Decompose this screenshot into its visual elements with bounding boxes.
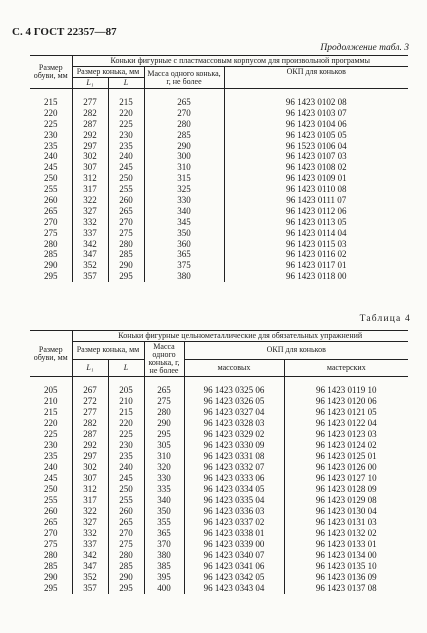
spacer-row <box>30 377 408 386</box>
table-cell: 290 <box>144 418 184 429</box>
table-row <box>30 97 408 108</box>
table-row <box>30 550 408 561</box>
table-cell: 96 1423 0119 10 <box>284 385 408 396</box>
table-cell: 255 <box>44 495 58 505</box>
table-cell: 205 <box>108 385 144 396</box>
table-cell: 96 1423 0107 03 <box>224 151 408 162</box>
okp-header: ОКП для коньков <box>224 67 408 89</box>
okp-header: ОКП для коньков <box>184 342 408 360</box>
table-cell: 385 <box>144 561 184 572</box>
table-cell: 96 1423 0108 02 <box>224 162 408 173</box>
group-header: Коньки фигурные цельнометаллические для обязательных упражнений <box>72 331 408 342</box>
table-row <box>30 451 408 462</box>
l-header: L <box>108 78 144 89</box>
table-cell: 400 <box>144 583 184 594</box>
table-cell: 300 <box>144 151 224 162</box>
table-cell: 320 <box>144 462 184 473</box>
table-row <box>30 506 408 517</box>
table-cell: 96 1423 0326 05 <box>184 396 284 407</box>
table-cell: 270 <box>144 108 224 119</box>
table-cell: 245 <box>44 162 58 173</box>
table-cell: 230 <box>108 440 144 451</box>
table-cell: 96 1523 0106 04 <box>224 141 408 152</box>
table-row <box>30 141 408 152</box>
table-cell: 332 <box>72 217 108 228</box>
table-cell: 255 <box>108 184 144 195</box>
table-cell: 265 <box>108 206 144 217</box>
table-cell: 332 <box>72 528 108 539</box>
table-cell: 370 <box>144 539 184 550</box>
table-cell: 96 1423 0126 00 <box>284 462 408 473</box>
table-cell: 307 <box>72 473 108 484</box>
table-cell: 96 1423 0127 10 <box>284 473 408 484</box>
table-cell: 235 <box>108 451 144 462</box>
table-cell: 225 <box>108 119 144 130</box>
l1-header: L₁ <box>72 359 108 377</box>
table-cell: 96 1423 0128 09 <box>284 484 408 495</box>
table-cell: 230 <box>44 129 58 140</box>
table-row <box>30 239 408 250</box>
table-row <box>30 151 408 162</box>
table-row <box>30 260 408 271</box>
group-header: Коньки фигурные с пластмассовым корпусом для произвольной программы <box>72 56 408 67</box>
table-cell: 96 1423 0122 04 <box>284 418 408 429</box>
table-cell: 240 <box>108 151 144 162</box>
spacer-row <box>30 89 408 98</box>
table-row <box>30 217 408 228</box>
col-size-header: Размер обуви, мм <box>30 331 72 377</box>
table-cell: 225 <box>44 118 58 129</box>
table-cell: 265 <box>144 385 184 396</box>
table-cell: 280 <box>44 238 58 249</box>
table-cell: 327 <box>72 517 108 528</box>
table-cell: 96 1423 0328 03 <box>184 418 284 429</box>
table-cell: 245 <box>108 473 144 484</box>
table-cell: 96 1423 0338 01 <box>184 528 284 539</box>
table-cell: 290 <box>44 260 58 271</box>
table-cell: 230 <box>108 130 144 141</box>
table-cell: 337 <box>72 228 108 239</box>
table-cell: 205 <box>44 385 58 395</box>
table-cell: 280 <box>108 239 144 250</box>
table-cell: 96 1423 0105 05 <box>224 130 408 141</box>
master-header: мастерских <box>284 359 408 377</box>
table-row <box>30 396 408 407</box>
skate-size-header: Размер конька, мм <box>72 342 144 360</box>
table-row <box>30 517 408 528</box>
table-cell: 297 <box>72 141 108 152</box>
table-cell: 307 <box>72 162 108 173</box>
table-cell: 250 <box>108 484 144 495</box>
table-cell: 255 <box>108 495 144 506</box>
table-row <box>30 561 408 572</box>
table-cell: 235 <box>44 451 58 461</box>
table-cell: 225 <box>44 429 58 439</box>
table-cell: 290 <box>108 572 144 583</box>
table-cell: 96 1423 0135 10 <box>284 561 408 572</box>
table-cell: 96 1423 0104 06 <box>224 119 408 130</box>
table-cell: 312 <box>72 173 108 184</box>
table-cell: 96 1423 0343 04 <box>184 583 284 594</box>
table-cell: 287 <box>72 429 108 440</box>
table-cell: 365 <box>144 528 184 539</box>
table-cell: 96 1423 0325 06 <box>184 385 284 396</box>
table-cell: 96 1423 0109 01 <box>224 173 408 184</box>
table-cell: 285 <box>108 249 144 260</box>
table-cell: 345 <box>144 217 224 228</box>
table-cell: 275 <box>44 539 58 549</box>
table-cell: 295 <box>108 583 144 594</box>
table-cell: 96 1423 0137 08 <box>284 583 408 594</box>
table-cell: 280 <box>144 119 224 130</box>
table-cell: 280 <box>44 550 58 560</box>
table-cell: 270 <box>44 528 58 538</box>
table-cell: 325 <box>144 184 224 195</box>
table-cell: 295 <box>44 583 58 593</box>
table-cell: 96 1423 0103 07 <box>224 108 408 119</box>
table-cell: 275 <box>144 396 184 407</box>
table-cell: 96 1423 0115 03 <box>224 239 408 250</box>
continuation-label: Продолжение табл. 3 <box>320 43 409 53</box>
table-row <box>30 195 408 206</box>
table-cell: 96 1423 0117 01 <box>224 260 408 271</box>
table-cell: 96 1423 0102 08 <box>224 97 408 108</box>
table-cell: 285 <box>108 561 144 572</box>
table-cell: 250 <box>44 484 58 494</box>
table-cell: 380 <box>144 550 184 561</box>
table-cell: 272 <box>72 396 108 407</box>
table-row <box>30 184 408 195</box>
table-row <box>30 119 408 130</box>
table-cell: 357 <box>72 271 108 282</box>
table-cell: 292 <box>72 440 108 451</box>
table-cell: 352 <box>72 260 108 271</box>
spacer-cell <box>30 377 72 386</box>
skate-size-header: Размер конька, мм <box>72 67 144 78</box>
table-cell: 327 <box>72 206 108 217</box>
spacer-cell <box>144 377 184 386</box>
table-cell: 267 <box>72 385 108 396</box>
table-cell: 310 <box>144 451 184 462</box>
table-cell: 96 1423 0118 00 <box>224 271 408 282</box>
table-row <box>30 539 408 550</box>
table-cell: 380 <box>144 271 224 282</box>
table-cell: 322 <box>72 195 108 206</box>
table-cell: 215 <box>44 407 58 417</box>
table-cell: 277 <box>72 407 108 418</box>
spacer-cell <box>72 89 108 98</box>
table-cell: 330 <box>144 195 224 206</box>
table-cell: 220 <box>44 107 58 118</box>
table-4-body <box>30 377 408 595</box>
table-cell: 96 1423 0132 02 <box>284 528 408 539</box>
table-cell: 96 1423 0110 08 <box>224 184 408 195</box>
table-cell: 275 <box>108 228 144 239</box>
table-cell: 96 1423 0116 02 <box>224 249 408 260</box>
table-cell: 330 <box>144 473 184 484</box>
table-row <box>30 407 408 418</box>
table-cell: 310 <box>144 162 224 173</box>
table-row <box>30 130 408 141</box>
table-row <box>30 583 408 594</box>
spacer-cell <box>30 89 72 98</box>
table-cell: 282 <box>72 418 108 429</box>
table-cell: 96 1423 0129 08 <box>284 495 408 506</box>
table-cell: 96 1423 0125 01 <box>284 451 408 462</box>
table-row <box>30 418 408 429</box>
table-cell: 96 1423 0133 01 <box>284 539 408 550</box>
table-row <box>30 206 408 217</box>
table-cell: 337 <box>72 539 108 550</box>
table-row <box>30 572 408 583</box>
table-cell: 342 <box>72 239 108 250</box>
table-cell: 96 1423 0337 02 <box>184 517 284 528</box>
table-row <box>30 528 408 539</box>
table-cell: 275 <box>108 539 144 550</box>
table-cell: 210 <box>44 396 58 406</box>
table-cell: 240 <box>44 151 58 162</box>
table-cell: 96 1423 0332 07 <box>184 462 284 473</box>
spacer-cell <box>284 377 408 386</box>
table-cell: 297 <box>72 451 108 462</box>
table-row <box>30 440 408 451</box>
table-cell: 260 <box>108 195 144 206</box>
table-cell: 96 1423 0340 07 <box>184 550 284 561</box>
table-cell: 340 <box>144 206 224 217</box>
table-cell: 342 <box>72 550 108 561</box>
table-row <box>30 228 408 239</box>
table-cell: 96 1423 0339 00 <box>184 539 284 550</box>
table-cell: 230 <box>44 440 58 450</box>
table-cell: 375 <box>144 260 224 271</box>
table-cell: 96 1423 0121 05 <box>284 407 408 418</box>
table-cell: 292 <box>72 130 108 141</box>
table-cell: 260 <box>44 194 58 205</box>
table-cell: 352 <box>72 572 108 583</box>
table-cell: 96 1423 0134 00 <box>284 550 408 561</box>
table-cell: 215 <box>108 407 144 418</box>
table-cell: 335 <box>144 484 184 495</box>
table-cell: 285 <box>144 130 224 141</box>
table-cell: 215 <box>108 97 144 108</box>
mass-production-header: массовых <box>184 359 284 377</box>
table-cell: 235 <box>44 140 58 151</box>
table-cell: 355 <box>144 517 184 528</box>
table-cell: 260 <box>44 506 58 516</box>
table-4-title: Таблица 4 <box>359 314 411 324</box>
table-cell: 282 <box>72 108 108 119</box>
table-cell: 277 <box>72 97 108 108</box>
table-cell: 250 <box>44 173 58 184</box>
table-cell: 96 1423 0112 06 <box>224 206 408 217</box>
table-cell: 96 1423 0113 05 <box>224 217 408 228</box>
table-cell: 305 <box>144 440 184 451</box>
table-cell: 265 <box>108 517 144 528</box>
mass-header: Масса одного конька, г, не более <box>144 67 224 89</box>
l-header: L <box>108 359 144 377</box>
table-cell: 96 1423 0124 02 <box>284 440 408 451</box>
table-cell: 210 <box>108 396 144 407</box>
table-cell: 315 <box>144 173 224 184</box>
spacer-cell <box>108 89 144 98</box>
table-cell: 215 <box>44 96 58 107</box>
table-cell: 275 <box>44 227 58 238</box>
table-cell: 265 <box>44 517 58 527</box>
table-cell: 96 1423 0331 08 <box>184 451 284 462</box>
table-cell: 250 <box>108 173 144 184</box>
table-4 <box>30 330 408 594</box>
table-row <box>30 484 408 495</box>
table-cell: 285 <box>44 249 58 260</box>
table-cell: 96 1423 0333 06 <box>184 473 284 484</box>
col-size-header: Размер обуви, мм <box>30 56 72 89</box>
table-cell: 245 <box>44 473 58 483</box>
table-cell: 96 1423 0334 05 <box>184 484 284 495</box>
table-cell: 270 <box>108 528 144 539</box>
mass-header: Масса одного конька, г, не более <box>144 342 184 377</box>
table-row <box>30 173 408 184</box>
table-cell: 240 <box>44 462 58 472</box>
table-cell: 285 <box>44 561 58 571</box>
table-cell: 340 <box>144 495 184 506</box>
table-cell: 290 <box>44 572 58 582</box>
table-cell: 357 <box>72 583 108 594</box>
table-cell: 360 <box>144 239 224 250</box>
table-cell: 317 <box>72 495 108 506</box>
table-cell: 96 1423 0329 02 <box>184 429 284 440</box>
table-cell: 255 <box>44 184 58 195</box>
table-cell: 270 <box>108 217 144 228</box>
table-cell: 290 <box>108 260 144 271</box>
table-cell: 312 <box>72 484 108 495</box>
table-cell: 96 1423 0342 05 <box>184 572 284 583</box>
table-row <box>30 108 408 119</box>
table-cell: 350 <box>144 228 224 239</box>
table-cell: 295 <box>44 271 58 282</box>
table-cell: 347 <box>72 561 108 572</box>
table-cell: 265 <box>44 205 58 216</box>
table-cell: 220 <box>108 418 144 429</box>
table-cell: 302 <box>72 462 108 473</box>
table-cell: 220 <box>44 418 58 428</box>
table-cell: 347 <box>72 249 108 260</box>
spacer-cell <box>72 377 108 386</box>
table-cell: 295 <box>144 429 184 440</box>
table-cell: 96 1423 0336 03 <box>184 506 284 517</box>
table-cell: 395 <box>144 572 184 583</box>
table-cell: 260 <box>108 506 144 517</box>
table-3 <box>30 55 408 282</box>
table-row <box>30 473 408 484</box>
table-row <box>30 462 408 473</box>
table-cell: 96 1423 0123 03 <box>284 429 408 440</box>
table-cell: 96 1423 0131 03 <box>284 517 408 528</box>
table-cell: 290 <box>144 141 224 152</box>
table-cell: 280 <box>108 550 144 561</box>
page-header: С. 4 ГОСТ 22357—87 <box>12 26 117 38</box>
table-cell: 96 1423 0114 04 <box>224 228 408 239</box>
table-cell: 270 <box>44 216 58 227</box>
table-row <box>30 271 408 282</box>
table-cell: 96 1423 0330 09 <box>184 440 284 451</box>
table-cell: 322 <box>72 506 108 517</box>
table-3-body <box>30 89 408 283</box>
table-cell: 220 <box>108 108 144 119</box>
table-row <box>30 385 408 396</box>
table-row <box>30 495 408 506</box>
table-cell: 96 1423 0136 09 <box>284 572 408 583</box>
table-row <box>30 429 408 440</box>
table-cell: 245 <box>108 162 144 173</box>
spacer-cell <box>108 377 144 386</box>
spacer-cell <box>144 89 224 98</box>
table-cell: 96 1423 0111 07 <box>224 195 408 206</box>
table-cell: 235 <box>108 141 144 152</box>
table-row <box>30 249 408 260</box>
spacer-cell <box>184 377 284 386</box>
l1-header: L₁ <box>72 78 108 89</box>
table-cell: 317 <box>72 184 108 195</box>
table-cell: 96 1423 0120 06 <box>284 396 408 407</box>
table-cell: 287 <box>72 119 108 130</box>
table-cell: 265 <box>144 97 224 108</box>
table-cell: 96 1423 0341 06 <box>184 561 284 572</box>
table-cell: 350 <box>144 506 184 517</box>
table-cell: 295 <box>108 271 144 282</box>
table-cell: 96 1423 0335 04 <box>184 495 284 506</box>
table-row <box>30 162 408 173</box>
table-cell: 225 <box>108 429 144 440</box>
table-cell: 365 <box>144 249 224 260</box>
spacer-cell <box>224 89 408 98</box>
table-cell: 302 <box>72 151 108 162</box>
table-cell: 280 <box>144 407 184 418</box>
table-cell: 96 1423 0130 04 <box>284 506 408 517</box>
table-cell: 96 1423 0327 04 <box>184 407 284 418</box>
table-cell: 240 <box>108 462 144 473</box>
